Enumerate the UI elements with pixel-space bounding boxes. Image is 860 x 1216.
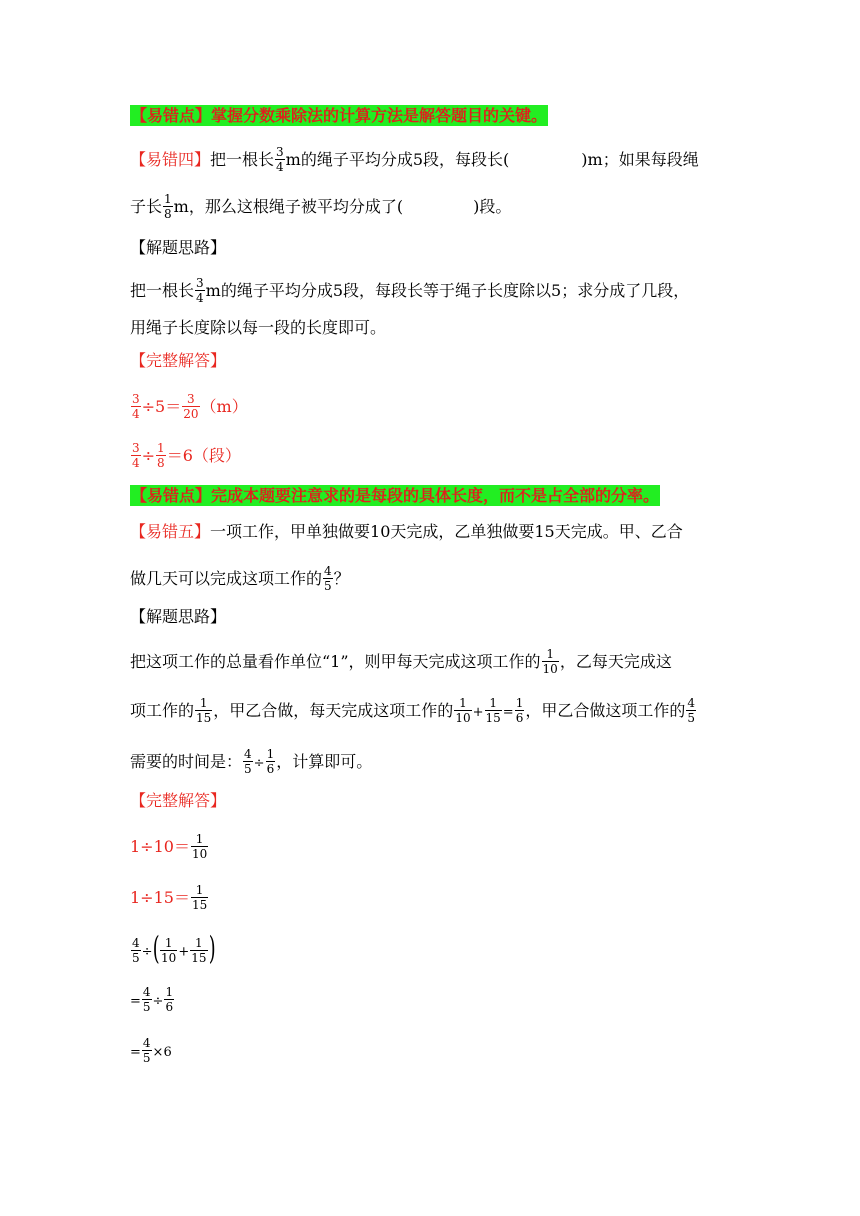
question-4-text: 子长: [130, 197, 163, 216]
fraction: $\frac{3}{4}$: [276, 145, 284, 174]
idea-4-line-1: 把一根长 $\frac{3}{4}$ m的绳子平均分成5段，每段长等于绳子长度除以5；求分成了几段，: [130, 276, 690, 305]
fraction: $\frac{3}{4}$: [132, 441, 140, 470]
fraction: $\frac{1}{15}$: [485, 696, 501, 725]
question-5-line-1: 【易错五】一项工作，甲单独做要10天完成，乙单独做要15天完成。甲、乙合: [130, 522, 683, 541]
question-5-label: 【易错五】: [130, 522, 211, 541]
tip-highlight-1: [130, 105, 548, 127]
fraction: $\frac{4}{5}$: [142, 1036, 151, 1065]
question-4-text: )段。: [473, 197, 512, 216]
fraction: $\frac{1}{15}$: [191, 935, 207, 965]
idea-5-line-2: 项工作的 $\frac{1}{15}$ ，甲乙合做，每天完成这项工作的 $\frac{1}{10}$ + $\frac{1}{15}$ = $\frac{1}{6}$ ，甲乙合做这项工作的 $\frac{4}{5}$: [130, 696, 695, 725]
fraction: $\frac{3}{4}$: [132, 392, 140, 421]
fraction: $\frac{1}{8}$: [157, 441, 165, 470]
fraction: $\frac{3}{4}$: [196, 276, 204, 305]
fraction: $\frac{3}{20}$: [183, 392, 199, 421]
fraction: $\frac{1}{15}$: [196, 696, 212, 725]
right-paren: ): [208, 929, 216, 967]
fraction: $\frac{1}{6}$: [266, 747, 275, 776]
idea-4-heading: 【解题思路】: [130, 238, 227, 257]
question-5-line-2: 做几天可以完成这项工作的 $\frac{4}{5}$ ？: [130, 564, 350, 593]
idea-4-line-2: 用绳子长度除以每一段的长度即可。: [130, 318, 387, 337]
fraction: $\frac{1}{10}$: [161, 935, 177, 965]
question-4-text: m的绳子平均分成5段，每段长(: [285, 150, 510, 169]
answer-4-eq-1: $\frac{3}{4}$ ÷5＝ $\frac{3}{20}$ （m）: [132, 392, 248, 421]
fraction: $\frac{1}{10}$: [542, 647, 558, 676]
answer-4-heading: 【完整解答】: [130, 351, 227, 370]
fraction: $\frac{1}{8}$: [164, 192, 172, 221]
tip-highlight-2: [130, 485, 660, 507]
fraction: $\frac{1}{10}$: [191, 832, 208, 861]
fraction: $\frac{4}{5}$: [132, 935, 140, 965]
fraction: $\frac{1}{10}$: [455, 696, 471, 725]
idea-5-line-3: 需要的时间是： $\frac{4}{5}$ ÷ $\frac{1}{6}$ ，计算即可。: [130, 747, 373, 776]
idea-5-line-1: 把这项工作的总量看作单位“1”，则甲每天完成这项工作的 $\frac{1}{10}$ ，乙每天完成这: [130, 647, 672, 676]
fraction: $\frac{4}{5}$: [324, 564, 332, 593]
answer-5-row-4: = $\frac{4}{5}$ ÷ $\frac{1}{6}$: [130, 985, 174, 1014]
answer-4-eq-2: $\frac{3}{4}$ ÷ $\frac{1}{8}$ ＝6（段）: [132, 441, 241, 470]
fraction: $\frac{4}{5}$: [687, 696, 695, 725]
fraction: $\frac{1}{15}$: [191, 883, 208, 912]
fraction: $\frac{1}{6}$: [165, 985, 174, 1014]
question-4-text: )m；如果每段绳: [581, 150, 699, 169]
answer-5-row-2: 1÷15＝ $\frac{1}{15}$: [130, 883, 208, 912]
question-4-line-2: [130, 193, 511, 222]
question-4-line-1: [130, 146, 699, 175]
fraction: $\frac{1}{6}$: [515, 696, 524, 725]
fraction: $\frac{4}{5}$: [244, 747, 252, 776]
answer-5-row-3: $\frac{4}{5}$ ÷( $\frac{1}{10}$ + $\frac{1}{15}$ ): [132, 929, 216, 967]
tip-text-2: 【易错点】完成本题要注意求的是每段的具体长度，而不是占全部的分率。: [131, 486, 660, 505]
question-4-label: 【易错四】: [130, 150, 211, 169]
answer-5-heading: 【完整解答】: [130, 791, 227, 810]
tip-text-1: 【易错点】掌握分数乘除法的计算方法是解答题目的关键。: [131, 106, 548, 125]
question-4-text: 把一根长: [210, 150, 275, 169]
left-paren: (: [152, 929, 160, 967]
question-4-text: m，那么这根绳子被平均分成了(: [173, 197, 404, 216]
answer-5-row-5: = $\frac{4}{5}$ ×6: [130, 1036, 172, 1065]
fraction: $\frac{4}{5}$: [142, 985, 151, 1014]
answer-5-row-1: 1÷10＝ $\frac{1}{10}$: [130, 832, 208, 861]
idea-5-heading: 【解题思路】: [130, 607, 227, 626]
